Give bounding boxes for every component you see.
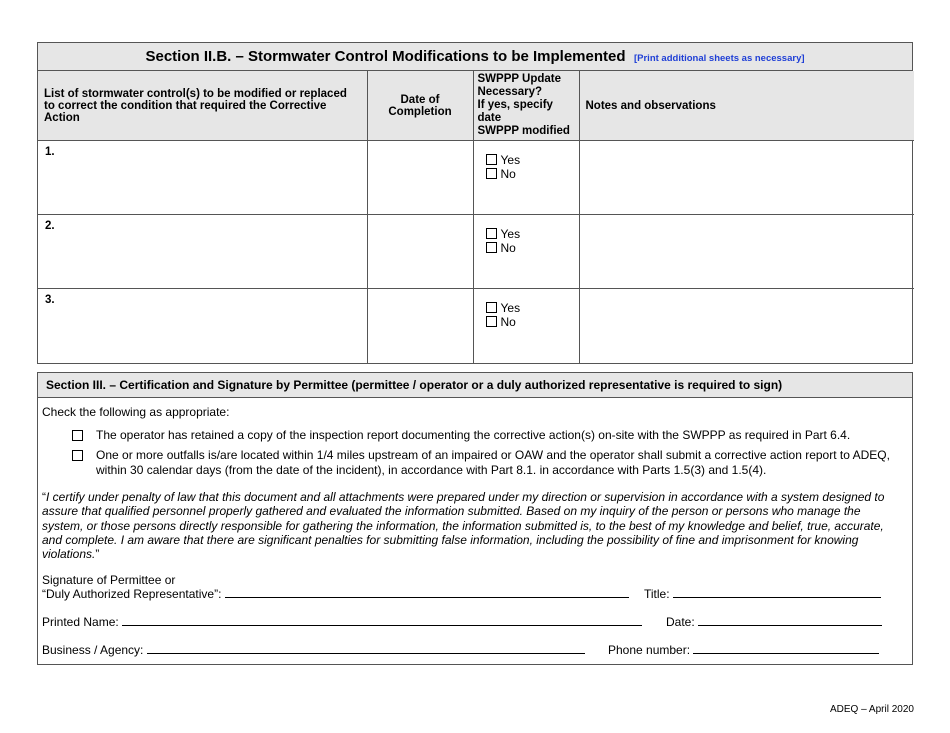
yes-checkbox[interactable] (486, 228, 497, 239)
signature-input-line[interactable] (225, 588, 629, 598)
phone-label: Phone number: (608, 643, 691, 657)
option-1-text: The operator has retained a copy of the inspection report documenting the corrective action(s) on-site with the SWPPP as required in Part 6.4. (96, 428, 851, 442)
option-retained-copy (72, 428, 902, 443)
footer-text: ADEQ – April 2020 (830, 704, 914, 715)
col-header-list: List of stormwater control(s) to be modified or replaced to correct the condition that required the Corrective Action (38, 71, 367, 141)
no-label: No (500, 315, 516, 329)
notes-cell[interactable] (579, 289, 914, 363)
section-3-title: Section III. – Certification and Signature by Permittee (permittee / operator or a duly authorized representative is required to sign) (38, 373, 912, 398)
check-heading: Check the following as appropriate: (42, 405, 230, 419)
date-input-line[interactable] (698, 616, 882, 626)
title-field (644, 587, 881, 601)
yes-checkbox[interactable] (486, 302, 497, 313)
col-header-date (367, 71, 473, 141)
printed-name-label: Printed Name: (42, 615, 119, 629)
section-2b (37, 42, 913, 364)
business-input-line[interactable] (147, 644, 585, 654)
col-header-swppp-line3: If yes, specify date (477, 99, 553, 124)
cert-close-quote: ” (95, 547, 100, 562)
date-label: Date: (666, 615, 695, 629)
certification-statement (42, 490, 898, 561)
notes-cell[interactable] (579, 141, 914, 215)
date-cell[interactable] (367, 215, 473, 289)
date-field (666, 615, 882, 629)
row-number[interactable]: 3. (38, 289, 367, 363)
table-row (38, 289, 914, 363)
section-2b-note: [Print additional sheets as necessary] (633, 53, 805, 64)
row-number[interactable]: 2. (38, 215, 367, 289)
table-row (38, 141, 914, 215)
table-row (38, 215, 914, 289)
signature-label-line2: “Duly Authorized Representative”: (42, 587, 222, 601)
yes-label: Yes (500, 227, 521, 241)
phone-input-line[interactable] (693, 644, 879, 654)
swppp-cell (473, 289, 579, 363)
section-2b-title: Section II.B. – Stormwater Control Modifications to be Implemented (145, 48, 626, 65)
no-label: No (500, 167, 516, 181)
title-input-line[interactable] (673, 588, 881, 598)
col-header-notes: Notes and observations (579, 71, 914, 141)
yes-checkbox[interactable] (486, 154, 497, 165)
retained-copy-checkbox[interactable] (72, 430, 83, 441)
outfalls-checkbox[interactable] (72, 450, 83, 461)
yes-label: Yes (500, 153, 521, 167)
yes-label: Yes (500, 301, 521, 315)
swppp-cell (473, 141, 579, 215)
business-label: Business / Agency: (42, 643, 144, 657)
col-header-swppp (473, 71, 579, 141)
no-checkbox[interactable] (486, 242, 497, 253)
col-header-swppp-line1: SWPPP Update (477, 73, 561, 85)
date-cell[interactable] (367, 141, 473, 215)
phone-field (608, 643, 879, 657)
signature-field (42, 587, 629, 601)
printed-name-input-line[interactable] (122, 616, 642, 626)
cert-open-quote: “ (42, 490, 46, 504)
col-header-swppp-line4: SWPPP modified (477, 125, 570, 137)
section-3 (37, 372, 913, 665)
row-number[interactable]: 1. (38, 141, 367, 215)
date-cell[interactable] (367, 289, 473, 363)
no-checkbox[interactable] (486, 168, 497, 179)
col-header-date-line1: Date of (400, 93, 440, 106)
modifications-table (38, 71, 914, 363)
col-header-date-line2: Completion (388, 105, 452, 118)
swppp-cell (473, 215, 579, 289)
col-header-swppp-line2: Necessary? (477, 86, 543, 98)
business-field (42, 643, 585, 657)
printed-name-field (42, 615, 642, 629)
title-label: Title: (644, 587, 670, 601)
notes-cell[interactable] (579, 215, 914, 289)
no-checkbox[interactable] (486, 316, 497, 327)
no-label: No (500, 241, 516, 255)
cert-text: I certify under penalty of law that this document and all attachments were prepared under my direction or supervision in accordance with a system designed to assure that qualified personnel properly gathered and evaluated the information submitted. Based on my inquiry of the person or persons who manage the system, or those persons directly responsible for gathering the information, the information submitted is, to the best of my knowledge and belief, true, accurate, and complete. I am aware that there are significant penalties for submitting false information, including the possibility of fine and imprisonment for knowing violations. (42, 490, 885, 562)
option-outfalls (72, 448, 902, 478)
option-2-text: One or more outfalls is/are located within 1/4 miles upstream of an impaired or OAW and the operator shall submit a corrective action report to ADEQ, within 30 calendar days (from the date of the incident), in accordance with Part 8.1. in accordance with Parts 1.5(3) and 1.5(4). (96, 448, 890, 477)
section-2b-header (38, 43, 912, 71)
table-header-row (38, 71, 914, 141)
signature-label-line1: Signature of Permittee or (42, 573, 176, 587)
